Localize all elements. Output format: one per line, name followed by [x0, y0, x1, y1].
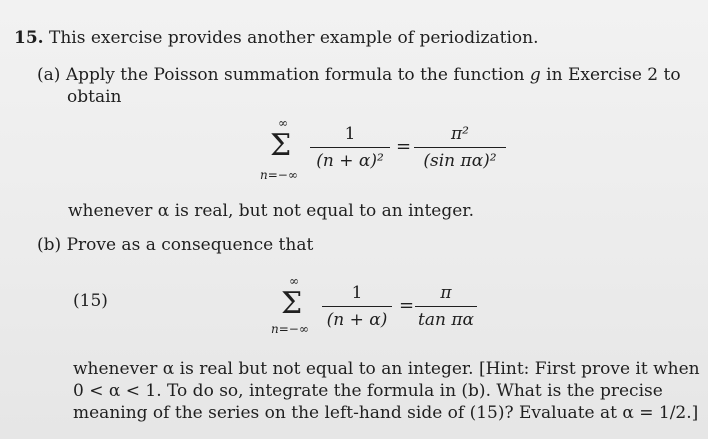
- formula-b-sum-upper: ∞: [289, 274, 299, 288]
- part-a-text-1: Apply the Poisson summation formula to the function: [65, 65, 530, 85]
- part-b-label: (b): [37, 235, 62, 255]
- fraction-bar: [414, 147, 506, 148]
- fraction-bar: [322, 306, 392, 307]
- formula-b-rhs-denominator: tan πα: [418, 310, 474, 330]
- formula-a-lhs-fraction: [310, 124, 390, 171]
- equation-label-15: (15): [73, 291, 108, 311]
- part-a-line-2: obtain: [67, 87, 122, 107]
- exercise-header: [14, 28, 539, 48]
- formula-b-lhs-fraction: [322, 283, 392, 330]
- formula-a-sum-lower: n=−∞: [260, 168, 298, 182]
- part-b-after-line-1: whenever α is real but not equal to an integer. [Hint: First prove it when: [73, 359, 700, 379]
- formula-a-rhs-numerator: π²: [451, 124, 469, 144]
- formula-a-equals: =: [396, 136, 412, 157]
- fraction-bar: [415, 306, 477, 307]
- formula-a-rhs-denominator: (sin πα)²: [423, 151, 497, 171]
- part-a-variable-g: g: [529, 65, 541, 85]
- formula-b-rhs-fraction: [415, 283, 477, 330]
- formula-a-sum-upper: ∞: [278, 116, 288, 130]
- formula-b-lhs-numerator: 1: [351, 283, 363, 303]
- exercise-number: 15.: [14, 28, 44, 48]
- formula-a-rhs-fraction: [414, 124, 506, 171]
- part-a-line-1: [37, 65, 681, 85]
- part-a-text-2: in Exercise 2 to: [540, 65, 681, 85]
- part-b-after-line-3: meaning of the series on the left-hand side of (15)? Evaluate at α = 1/2.]: [73, 403, 699, 423]
- formula-b-sigma: Σ: [281, 286, 303, 321]
- formula-b-sum-lower: n=−∞: [271, 322, 309, 336]
- formula-b-rhs-numerator: π: [440, 283, 452, 303]
- formula-a-sigma: Σ: [270, 128, 292, 163]
- exercise-intro: This exercise provides another example of periodization.: [48, 28, 539, 48]
- part-a-after-text: whenever α is real, but not equal to an integer.: [68, 201, 474, 221]
- part-a-label: (a): [37, 65, 61, 85]
- formula-a-lhs-numerator: 1: [344, 124, 356, 144]
- formula-a-lhs-denominator: (n + α)²: [316, 151, 384, 171]
- formula-b-lhs-denominator: (n + α): [326, 310, 388, 330]
- part-b-after-line-2: 0 < α < 1. To do so, integrate the formula in (b). What is the precise: [73, 381, 663, 401]
- formula-b-equals: =: [399, 295, 415, 316]
- part-b-line-1: [37, 235, 313, 255]
- part-b-text: Prove as a consequence that: [66, 235, 314, 255]
- fraction-bar: [310, 147, 390, 148]
